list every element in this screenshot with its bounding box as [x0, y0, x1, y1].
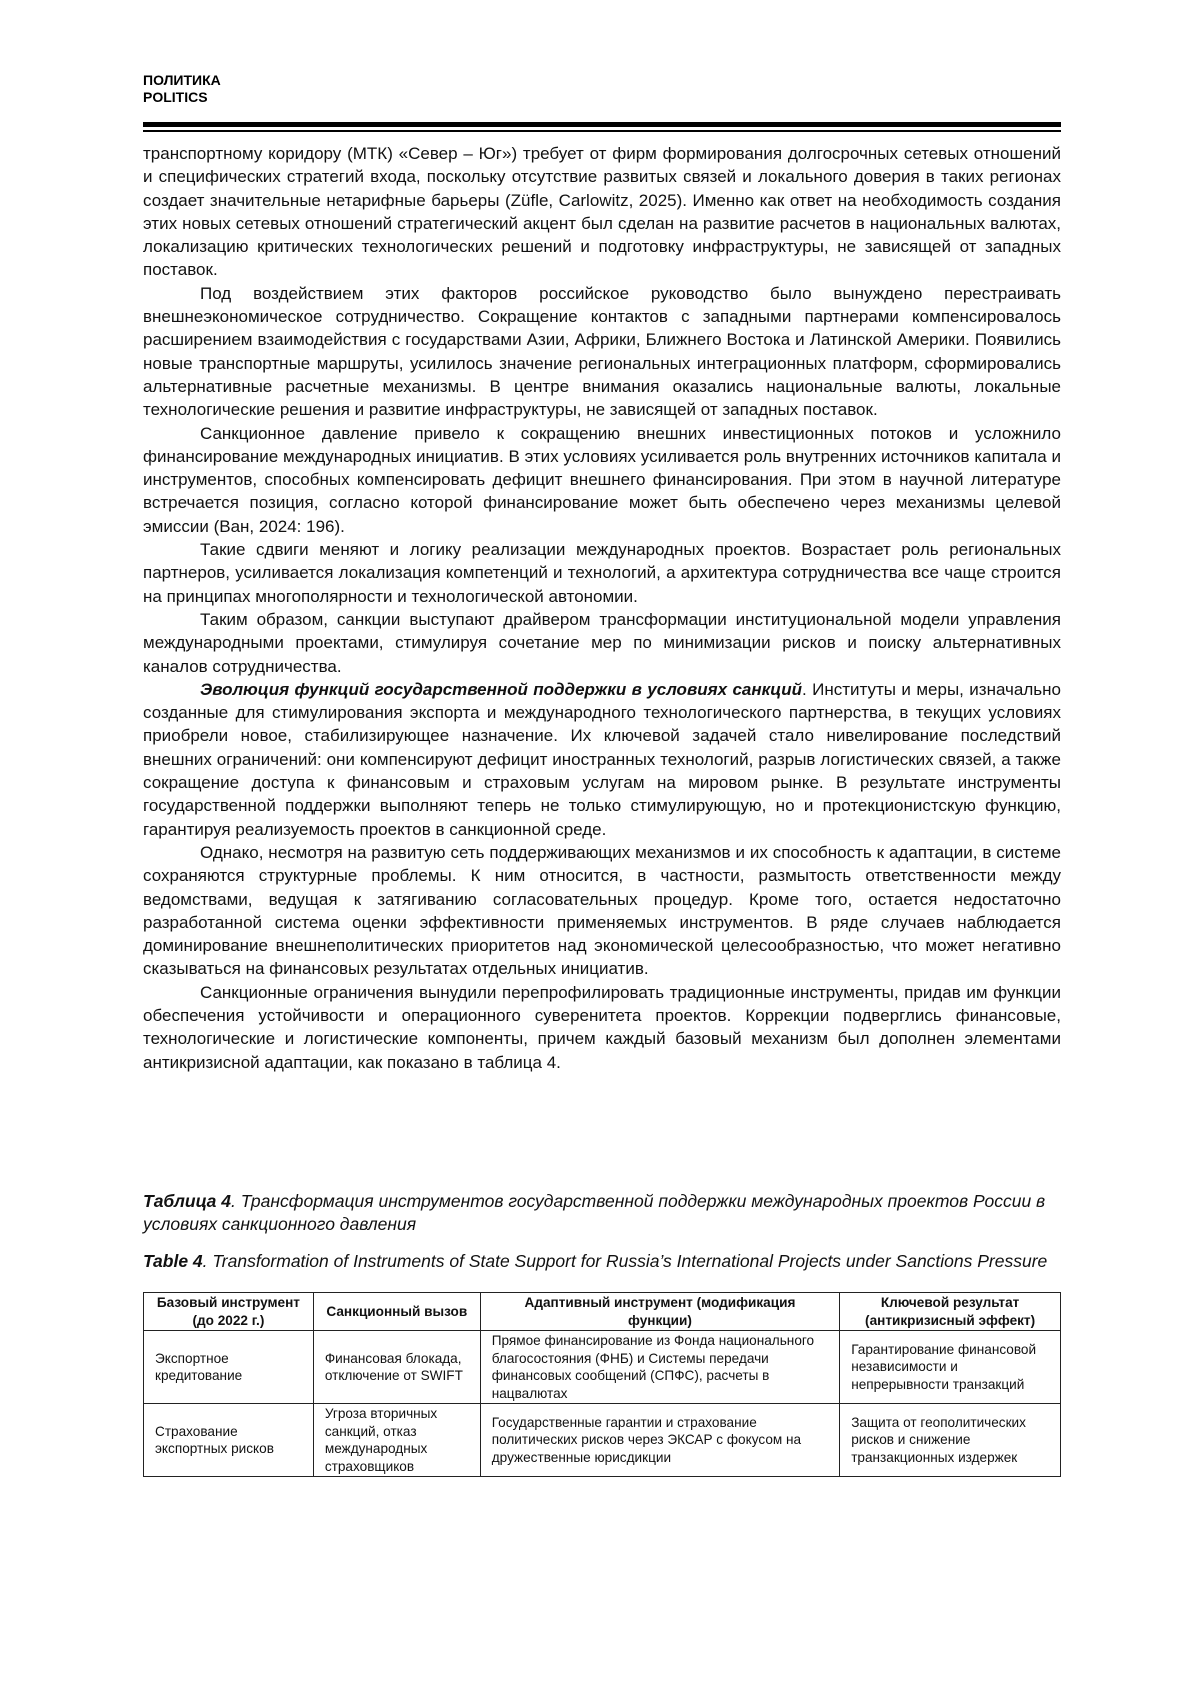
column-header: Санкционный вызов [313, 1293, 480, 1331]
table-cell: Финансовая блокада, отключение от SWIFT [313, 1331, 480, 1404]
column-header: Базовый инструмент (до 2022 г.) [144, 1293, 314, 1331]
section-lead-heading: Эволюция функций государственной поддержки в условиях санкций [200, 679, 803, 699]
paragraph: Однако, несмотря на развитую сеть поддерживающих механизмов и их способность к адаптации, в системе сохраняются структурные проблемы. К ним относится, в частности, размытость ответственности между ведомствами, ведущая к затягиванию согласовательных процедур. Кроме того, остается недостаточно разработанной система оценки эффективности применяемых инструментов. В ряде случаев наблюдается доминирование внешнеполитических приоритетов над экономической целесообразностью, что может негативно сказываться на финансовых результатах отдельных инициатив. [143, 842, 1061, 979]
table-cell: Страхование экспортных рисков [144, 1404, 314, 1477]
table-row [144, 1331, 1061, 1404]
table-cell: Защита от геополитических рисков и снижение транзакционных издержек [840, 1404, 1061, 1477]
table-header-row [144, 1293, 1061, 1331]
column-header: Ключевой результат (антикризисный эффект) [840, 1293, 1061, 1331]
section-title-en: POLITICS [143, 89, 208, 105]
paragraph: Под воздействием этих факторов российское руководство было вынуждено перестраивать внешнеэкономическое сотрудничество. Сокращение контактов с западными партнерами компенсировалось расширением взаимодействия с государствами Азии, Африки, Ближнего Востока и Латинской Америки. Появились новые транспортные маршруты, усилилось значение региональных интеграционных платформ, сформировались альтернативные расчетные механизмы. В центре внимания оказались национальные валюты, локальные технологические решения и развитие инфраструктуры, не зависящей от западных поставок. [143, 283, 1061, 420]
table-caption-text: . Трансформация инструментов государственной поддержки международных проектов России в условиях санкционного давления [143, 1191, 1046, 1234]
table-cell: Прямое финансирование из Фонда национального благосостояния (ФНБ) и Системы передачи финансовых сообщений (СПФС), расчеты в нацвалютах [480, 1331, 839, 1404]
table-row [144, 1404, 1061, 1477]
table-cell: Экспортное кредитование [144, 1331, 314, 1404]
table-cell: Государственные гарантии и страхование политических рисков через ЭКСАР с фокусом на дружественные юрисдикции [480, 1404, 839, 1477]
article-body [143, 142, 1061, 1074]
table-caption-label: Table 4 [143, 1251, 203, 1271]
paragraph: транспортному коридору (МТК) «Север – Юг») требует от фирм формирования долгосрочных сетевых отношений и специфических стратегий входа, поскольку отсутствие развитых связей и локального доверия в таких регионах создает значительные нетарифные барьеры (Züfle, Carlowitz, 2025). Именно как ответ на необходимость создания этих новых сетевых отношений стратегический акцент был сделан на развитие расчетов в национальных валютах, локализацию критических технологических решений и подготовку инфраструктуры, не зависящей от западных поставок. [143, 144, 1061, 280]
paragraph-text: . Институты и меры, изначально созданные для стимулирования экспорта и международного технологического партнерства, в текущих условиях приобрели новое, стабилизирующее назначение. Их ключевой задачей стало нивелирование последствий внешних ограничений: они компенсируют дефицит иностранных технологий, разрыв логистических связей, а также сокращение доступа к финансовым и страховым услугам на мировом рынке. В результате инструменты государственной поддержки выполняют теперь не только стимулирующую, но и протекционистскую функцию, гарантируя реализуемость проектов в санкционной среде. [143, 679, 1061, 839]
running-header [143, 72, 221, 106]
header-rule-thin [143, 130, 1061, 132]
table-caption-text: . Transformation of Instruments of State Support for Russia’s International Projects under Sanctions Pressure [202, 1251, 1048, 1271]
paragraph: Таким образом, санкции выступают драйвером трансформации институциональной модели управления международными проектами, стимулируя сочетание мер по минимизации рисков и поиску альтернативных каналов сотрудничества. [143, 609, 1061, 676]
paragraph: Санкционные ограничения вынудили перепрофилировать традиционные инструменты, придав им функции обеспечения устойчивости и операционного суверенитета проектов. Коррекции подверглись финансовые, технологические и логистические компоненты, причем каждый базовый механизм был дополнен элементами антикризисной адаптации, как показано в таблица 4. [143, 982, 1061, 1072]
column-header: Адаптивный инструмент (модификация функции) [480, 1293, 839, 1331]
table-caption-ru [143, 1190, 1061, 1236]
table-cell: Угроза вторичных санкций, отказ международных страховщиков [313, 1404, 480, 1477]
instruments-table [143, 1292, 1061, 1477]
table-caption-en [143, 1250, 1061, 1273]
table-cell: Гарантирование финансовой независимости и непрерывности транзакций [840, 1331, 1061, 1404]
header-rule-thick [143, 122, 1061, 127]
section-title-ru: ПОЛИТИКА [143, 72, 221, 88]
paragraph: Такие сдвиги меняют и логику реализации международных проектов. Возрастает роль региональных партнеров, усиливается локализация компетенций и технологий, а архитектура сотрудничества все чаще строится на принципах многополярности и технологической автономии. [143, 540, 1061, 606]
paragraph: Санкционное давление привело к сокращению внешних инвестиционных потоков и усложнило финансирование международных инициатив. В этих условиях усиливается роль внутренних источников капитала и инструментов, способных компенсировать дефицит внешнего финансирования. При этом в научной литературе встречается позиция, согласно которой финансирование может быть обеспечено через механизмы целевой эмиссии (Ван, 2024: 196). [143, 423, 1061, 536]
paragraph [143, 678, 1061, 841]
table-caption-label: Таблица 4 [143, 1191, 232, 1211]
